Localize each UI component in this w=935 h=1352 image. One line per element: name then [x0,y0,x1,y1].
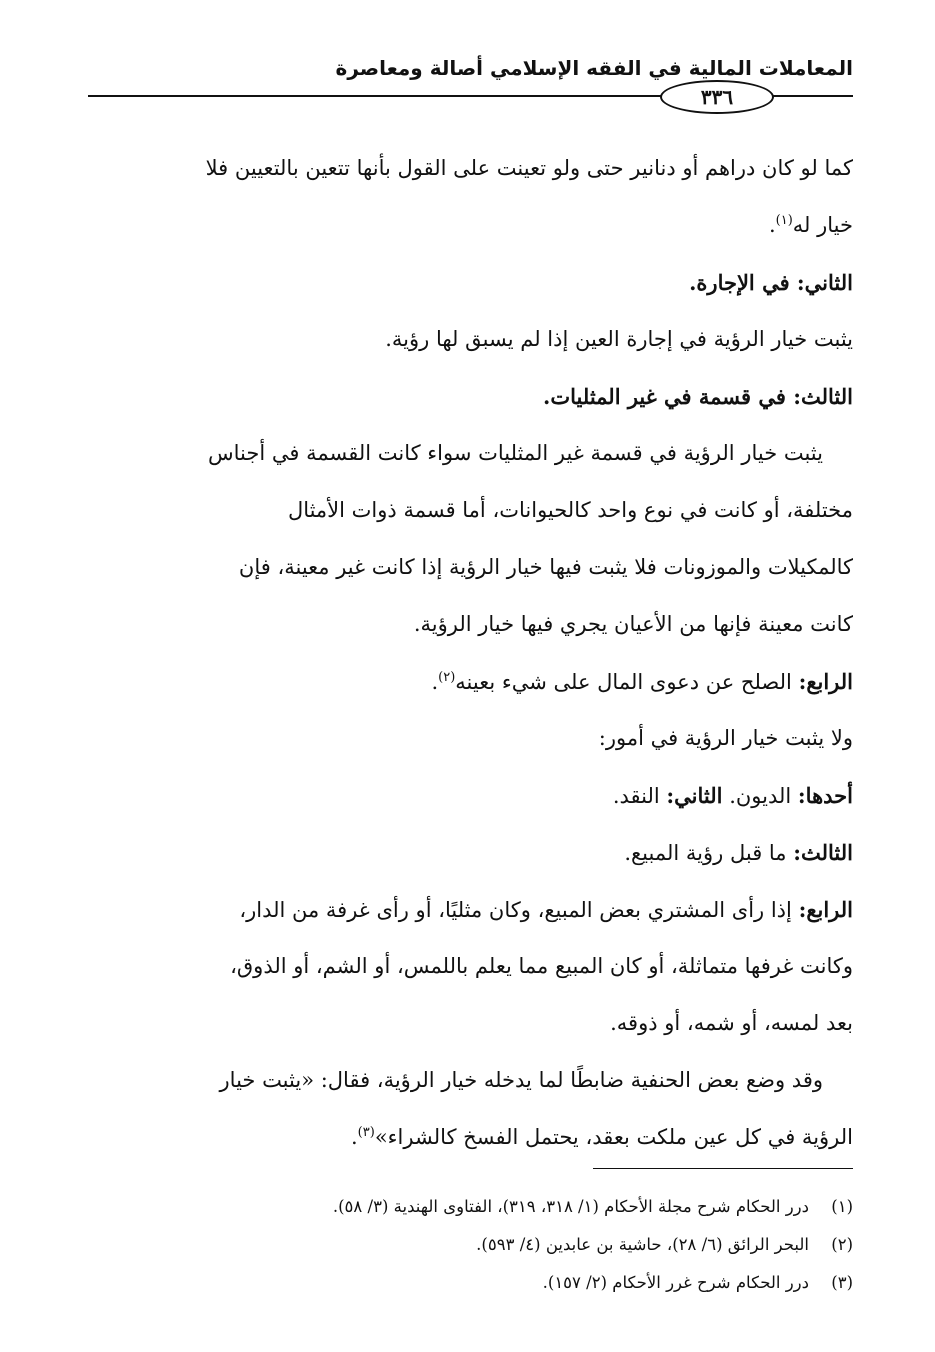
item-label: الثالث: [793,840,853,865]
section-4 [88,653,853,881]
footnote-item [88,1188,853,1226]
section-2 [88,254,853,368]
footnote-rule [593,1168,853,1169]
paragraph-1 [88,140,853,254]
footnote-text: درر الحكام شرح مجلة الأحكام (١/ ٣١٨، ٣١٩)، الفتاوى الهندية (٣/ ٥٨). [332,1197,809,1216]
main-text [88,140,853,1166]
section-label: الرابع: [798,669,853,694]
section-title: في قسمة في غير المثليات. [543,384,786,409]
footnote-ref[interactable]: (١) [775,213,793,228]
text-line: كالمكيلات والموزونات فلا يثبت فيها خيار الرؤية إذا كانت غير معينة، فإن [238,555,853,579]
section-5 [88,881,853,1052]
text-line: مختلفة، أو كانت في نوع واحد كالحيوانات، أما قسمة ذوات الأمثال [287,498,853,522]
section-title: في الإجارة. [689,270,790,295]
section-label: الثالث: [793,384,853,409]
footnote-item [88,1264,853,1302]
section-heading [88,254,853,311]
text-line: الرؤية في كل عين ملكت بعقد، يحتمل الفسخ كالشراء»$^{(٣)}$. [350,1125,853,1149]
text-span: الديون. [729,784,792,808]
text-span: الصلح عن دعوى المال على شيء بعينه [455,670,792,694]
text-line: وقد وضع بعض الحنفية ضابطًا لما يدخله خيار الرؤية، فقال: «يثبت خيار [219,1068,823,1092]
running-header [88,52,853,109]
footnote-number: (٣) [831,1273,853,1292]
text-span: خيار له [792,213,853,237]
text-line: وكانت غرفها متماثلة، أو كان المبيع مما يعلم باللمس، أو الشم، أو الذوق، [230,954,853,978]
text-span: النقد. [612,784,660,808]
text-line: خيار له$^{(١)}$. [768,213,853,237]
section-label: الثاني: [796,270,853,295]
text-line: بعد لمسه، أو شمه، أو ذوقه. [610,1011,853,1035]
footnote-number: (٢) [831,1235,853,1254]
footnote-number: (١) [831,1197,853,1216]
book-title: المعاملات المالية في الفقه الإسلامي أصالة ومعاصرة [335,56,853,80]
text-line: كانت معينة فإنها من الأعيان يجري فيها خيار الرؤية. [413,612,853,636]
text-line: كما لو كان دراهم أو دنانير حتى ولو تعينت على القول بأنها تتعين بالتعيين فلا [205,156,853,180]
item-label: الثاني: [666,783,723,808]
text-line [88,767,853,824]
text-span: الرؤية في كل عين ملكت بعقد، يحتمل الفسخ كالشراء» [374,1125,853,1149]
text-line: يثبت خيار الرؤية في قسمة غير المثليات سواء كانت القسمة في أجناس [207,441,823,465]
section-3 [88,368,853,653]
footnote-text: البحر الرائق (٦/ ٢٨)، حاشية بن عابدين (٤/ ٥٩٣). [476,1235,809,1254]
item-label: أحدها: [797,783,853,808]
footnote-text: درر الحكام شرح غرر الأحكام (٢/ ١٥٧). [542,1273,809,1292]
page-number: ٣٣٦ [660,80,774,114]
paragraph-8 [88,1052,853,1166]
text-line [88,824,853,881]
text-line: الرابع: الصلح عن دعوى المال على شيء بعينه$^{(٢)}$. [431,669,853,694]
text-span: إذا رأى المشتري بعض المبيع، وكان مثليًا، أو رأى غرفة من الدار، [239,898,792,922]
footnote-ref[interactable]: (٢) [438,670,456,685]
item-label: الرابع: [798,897,853,922]
section-heading [88,368,853,425]
footnotes [88,1188,853,1302]
footnote-ref[interactable]: (٣) [357,1125,375,1140]
text-line: ولا يثبت خيار الرؤية في أمور: [598,726,853,750]
text-line [88,881,853,938]
footnote-item [88,1226,853,1264]
text-line: يثبت خيار الرؤية في إجارة العين إذا لم يسبق لها رؤية. [385,327,853,351]
text-span: ما قبل رؤية المبيع. [624,841,787,865]
